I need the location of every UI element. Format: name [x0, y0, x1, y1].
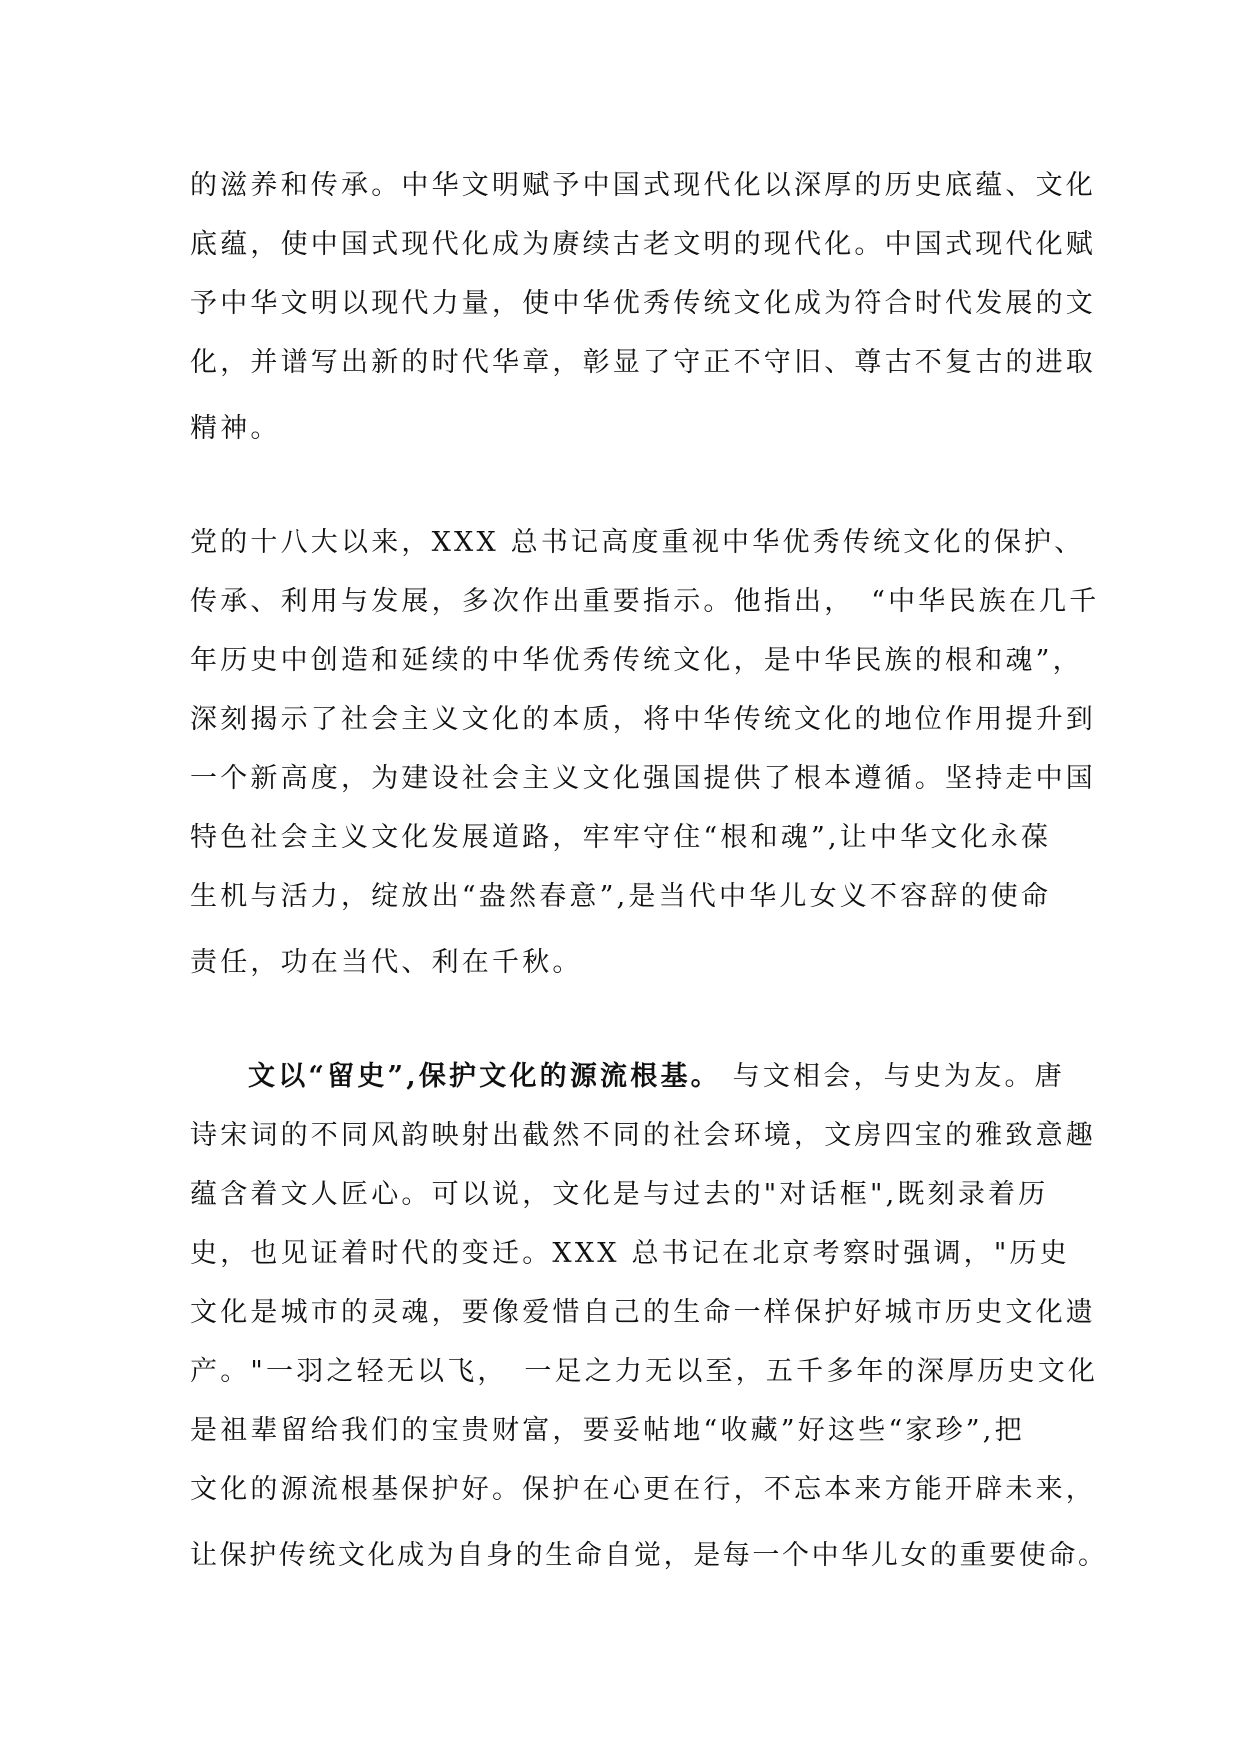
paragraph-1-line-5: 精神。 [190, 413, 281, 444]
paragraph-2-line-6: 特色社会主义文化发展道路，牢牢守住“根和魂”,让中华文化永葆 [190, 822, 1052, 853]
paragraph-2-line-5: 一个新高度，为建设社会主义文化强国提供了根本遵循。坚持走中国 [190, 763, 1096, 794]
paragraph-2-line-3: 年历史中创造和延续的中华优秀传统文化，是中华民族的根和魂”， [190, 645, 1083, 676]
paragraph-1-line-3: 予中华文明以现代力量，使中华优秀传统文化成为符合时代发展的文 [190, 288, 1096, 319]
paragraph-1-line-1: 的滋养和传承。中华文明赋予中国式现代化以深厚的历史底蕴、文化 [190, 170, 1096, 201]
paragraph-3-lead-heading: 文以“留史”,保护文化的源流根基。 [248, 1061, 721, 1092]
paragraph-3-line-1 [248, 1059, 1070, 1095]
paragraph-2-line-8: 责任，功在当代、利在千秋。 [190, 947, 583, 978]
paragraph-2-line-7: 生机与活力，绽放出“盎然春意”,是当代中华儿女义不容辞的使命 [190, 881, 1052, 912]
paragraph-3-line-5: 文化是城市的灵魂，要像爱惜自己的生命一样保护好城市历史文化遗 [190, 1297, 1096, 1328]
paragraph-3-line-8: 文化的源流根基保护好。保护在心更在行，不忘本来方能开辟未来， [190, 1474, 1096, 1505]
paragraph-3-line-2: 诗宋词的不同风韵映射出截然不同的社会环境，文房四宝的雅致意趣 [190, 1120, 1096, 1151]
paragraph-2-line-2: 传承、利用与发展，多次作出重要指示。他指出， “中华民族在几千 [190, 586, 1100, 617]
paragraph-3-line-7: 是祖辈留给我们的宝贵财富，要妥帖地“收藏”好这些“家珍”,把 [190, 1415, 1025, 1446]
paragraph-1-line-4: 化，并谱写出新的时代华章，彰显了守正不守旧、尊古不复古的进取 [190, 347, 1096, 378]
paragraph-2-line-1: 党的十八大以来，XXX 总书记高度重视中华优秀传统文化的保护、 [190, 527, 1085, 558]
paragraph-3-line-4: 史，也见证着时代的变迁。XXX 总书记在北京考察时强调，"历史 [190, 1238, 1070, 1269]
paragraph-2-line-4: 深刻揭示了社会主义文化的本质，将中华传统文化的地位作用提升到 [190, 704, 1096, 735]
paragraph-3-first-line-rest: 与文相会，与史为友。唐 [720, 1061, 1065, 1092]
paragraph-1-line-2: 底蕴，使中国式现代化成为赓续古老文明的现代化。中国式现代化赋 [190, 229, 1096, 260]
paragraph-3-line-9: 让保护传统文化成为自身的生命自觉，是每一个中华儿女的重要使命。 [190, 1540, 1108, 1571]
paragraph-3-line-6: 产。"一羽之轻无以飞， 一足之力无以至，五千多年的深厚历史文化 [190, 1356, 1099, 1387]
paragraph-3-line-3: 蕴含着文人匠心。可以说，文化是与过去的"对话框",既刻录着历 [190, 1179, 1049, 1210]
